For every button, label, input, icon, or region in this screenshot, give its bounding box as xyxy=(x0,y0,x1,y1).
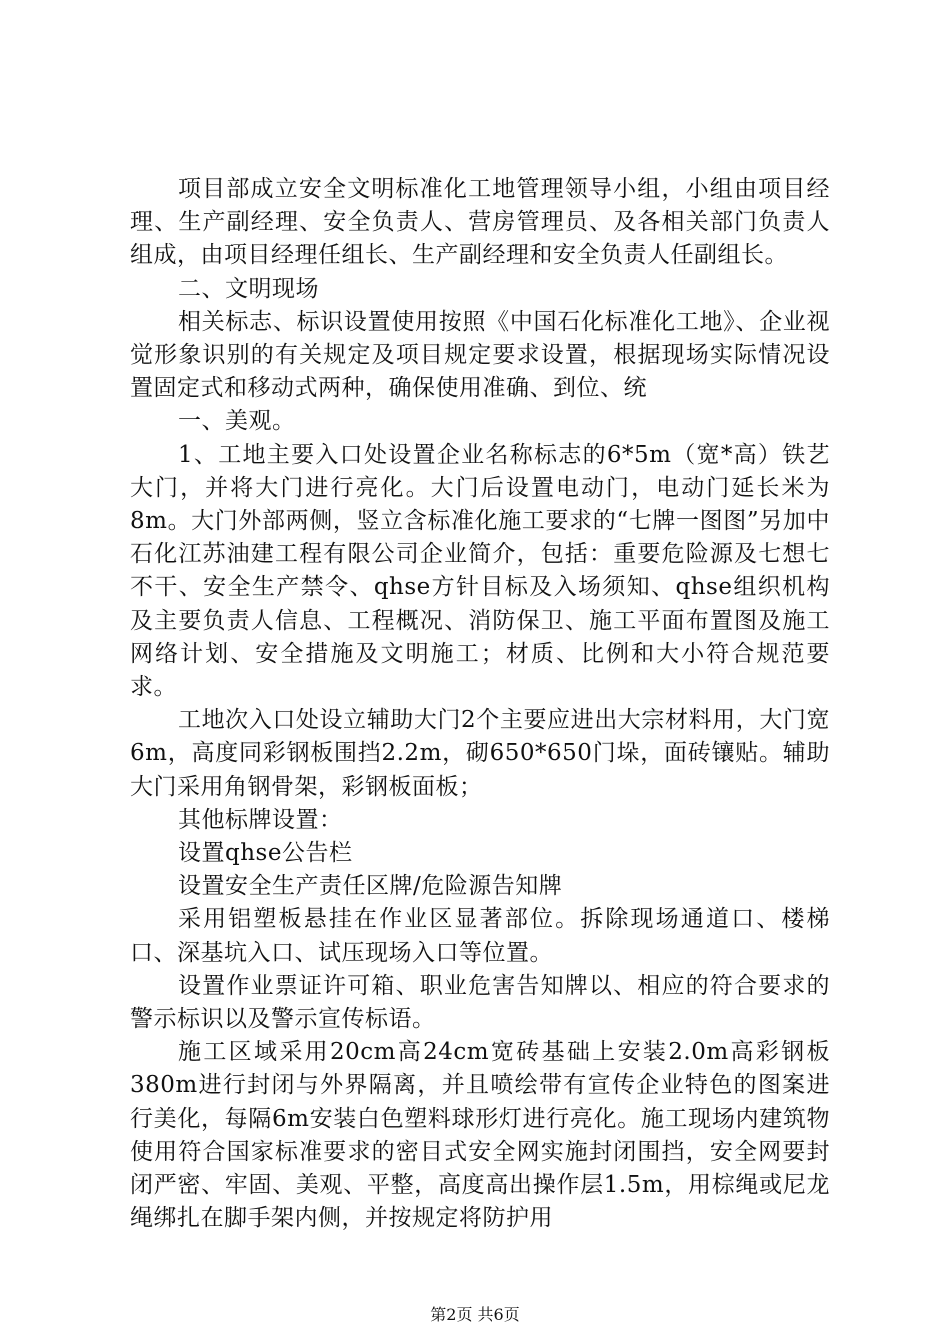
paragraph-main-entrance: 1、工地主要入口处设置企业名称标志的6*5m（宽*高）铁艺大门，并将大门进行亮化。大门后设置电动门，电动门延长米为8m。大门外部两侧，竖立含标准化施工要求的“七牌一图图”另加中石化江苏油建工程有限公司企业简介，包括：重要危险源及七想七不干、安全生产禁令、qhse方针目标及入场须知、qhse组织机构及主要负责人信息、工程概况、消防保卫、施工平面布置图及施工网络计划、安全措施及文明施工；材质、比例和大小符合规范要求。 xyxy=(130,441,830,701)
paragraph-permit-box: 设置作业票证许可箱、职业危害告知牌以、相应的符合要求的警示标识以及警示宣传标语。 xyxy=(130,972,830,1033)
heading-appearance: 一、美观。 xyxy=(178,408,296,435)
paragraph-other-signs: 其他标牌设置： xyxy=(178,806,343,833)
paragraph-leadership-group: 项目部成立安全文明标准化工地管理领导小组，小组由项目经理、生产副经理、安全负责人、营房管理员、及各相关部门负责人组成，由项目经理任组长、生产副经理和安全负责人任副组长。 xyxy=(130,176,830,269)
document-body xyxy=(130,173,830,1236)
paragraph-signage-rules: 相关标志、标识设置使用按照《中国石化标准化工地》、企业视觉形象识别的有关规定及项目规定要求设置，根据现场实际情况设置固定式和移动式两种，确保使用准确、到位、统 xyxy=(130,308,830,402)
paragraph-qhse-board: 设置qhse公告栏 xyxy=(178,840,353,867)
paragraph-site-enclosure: 施工区域采用20cm高24cm宽砖基础上安装2.0m高彩钢板380m进行封闭与外界隔离，并且喷绘带有宣传企业特色的图案进行美化，每隔6m安装白色塑料球形灯进行亮化。施工现场内建筑物使用符合国家标准要求的密目式安全网实施封闭围挡，安全网要封闭严密、牢固、美观、平整，高度高出操作层1.5m，用棕绳或尼龙绳绑扎在脚手架内侧，并按规定将防护用 xyxy=(130,1039,830,1232)
page-number-footer: 第2页 共6页 xyxy=(430,1305,520,1324)
heading-civilized-site: 二、文明现场 xyxy=(178,275,319,302)
paragraph-secondary-entrance: 工地次入口处设立辅助大门2个主要应进出大宗材料用，大门宽6m，高度同彩钢板围挡2.2m，砌650*650门垛，面砖镶贴。辅助大门采用角钢骨架，彩钢板面板； xyxy=(130,707,830,800)
paragraph-responsibility-sign: 设置安全生产责任区牌/危险源告知牌 xyxy=(178,873,563,900)
paragraph-aluminum-panels: 采用铝塑板悬挂在作业区显著部位。拆除现场通道口、楼梯口、深基坑入口、试压现场入口等位置。 xyxy=(130,906,830,966)
